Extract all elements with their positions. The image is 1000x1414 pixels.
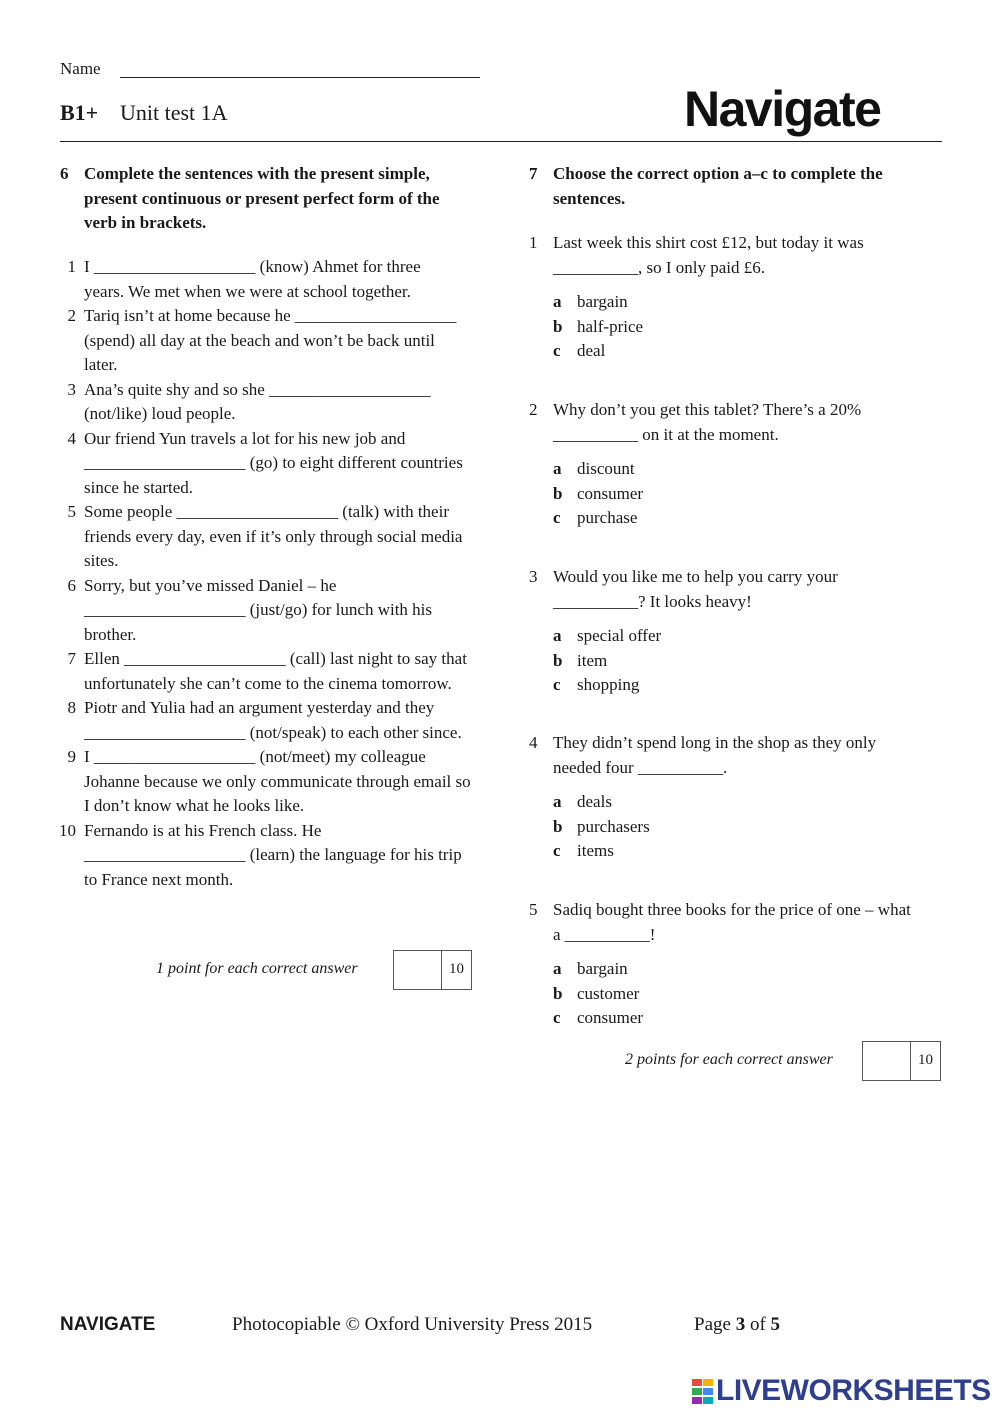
- question-stem: 2 Why don’t you get this tablet? There’s a 20% __________ on it at the moment.: [529, 400, 862, 444]
- name-blank[interactable]: [120, 77, 480, 78]
- option-c[interactable]: c deal: [553, 341, 606, 360]
- question-5: [529, 898, 919, 1031]
- list-item[interactable]: 6 Sorry, but you’ve missed Daniel – he ___________________ (just/go) for lunch with his brother.: [67, 575, 433, 644]
- option-a[interactable]: a bargain: [553, 292, 628, 311]
- liveworksheets-text: LIVEWORKSHEETS: [716, 1374, 991, 1407]
- header-divider: [60, 141, 942, 142]
- list-item[interactable]: 7 Ellen ___________________ (call) last night to say that unfortunately she can’t come to the cinema tomorrow.: [67, 649, 467, 693]
- list-item[interactable]: 3 Ana’s quite shy and so she ___________________ (not/like) loud people.: [67, 379, 431, 423]
- liveworksheets-logo-icon: [692, 1379, 714, 1405]
- option-b[interactable]: b consumer: [553, 483, 644, 503]
- list-item[interactable]: 1 I ___________________ (know) Ahmet for three years. We met when we were at school together.: [67, 257, 421, 301]
- brand-logo: Navigate: [684, 81, 881, 137]
- question-stem: 3 Would you like me to help you carry your __________? It looks heavy!: [529, 567, 838, 611]
- section-6-max-score: 10: [449, 961, 464, 977]
- section-7-score-box[interactable]: [862, 1041, 941, 1081]
- option-b[interactable]: b purchasers: [553, 816, 650, 836]
- option-c[interactable]: c consumer: [553, 1008, 644, 1027]
- level-label: B1+: [60, 100, 99, 125]
- question-stem: 4 They didn’t spend long in the shop as they only needed four __________.: [529, 733, 877, 777]
- option-a[interactable]: a deals: [553, 792, 612, 811]
- option-a[interactable]: a bargain: [553, 959, 628, 978]
- question-2: [529, 398, 919, 531]
- section-7-instruction: Choose the correct option a–c to complete the sentences.: [553, 164, 883, 208]
- list-item[interactable]: 8 Piotr and Yulia had an argument yesterday and they ___________________ (not/speak) to each other since.: [67, 698, 462, 742]
- section-6-number: 6: [60, 164, 69, 183]
- question-1: [529, 231, 919, 364]
- question-3: [529, 565, 919, 698]
- option-a[interactable]: a discount: [553, 459, 635, 478]
- question-4: [529, 731, 919, 864]
- list-item[interactable]: 9 I ___________________ (not/meet) my colleague Johanne because we only communicate through email so I don’t know what he looks like.: [67, 747, 471, 815]
- question-stem: 1 Last week this shirt cost £12, but today it was __________, so I only paid £6.: [529, 233, 864, 277]
- option-b[interactable]: b customer: [553, 983, 640, 1003]
- option-b[interactable]: b half-price: [553, 316, 644, 336]
- list-item[interactable]: 4 Our friend Yun travels a lot for his new job and ___________________ (go) to eight different countries since he started.: [67, 428, 463, 497]
- section-6-heading: [60, 162, 480, 236]
- section-6-instruction: Complete the sentences with the present simple, present continuous or present perfect form of the verb in brackets.: [84, 164, 440, 232]
- option-c[interactable]: c purchase: [553, 508, 638, 527]
- footer-copyright: Photocopiable © Oxford University Press 2015: [232, 1314, 593, 1335]
- page-number: Page 3 of 5: [694, 1314, 781, 1335]
- section-6-score-box[interactable]: [393, 950, 472, 990]
- option-c[interactable]: c items: [553, 841, 614, 860]
- section-7-scoring: 2 points for each correct answer: [625, 1051, 833, 1068]
- liveworksheets-watermark[interactable]: [692, 1374, 991, 1408]
- unit-title: Unit test 1A: [120, 100, 228, 125]
- section-6-scoring: 1 point for each correct answer: [156, 960, 358, 977]
- question-stem: 5 Sadiq bought three books for the price of one – what a __________!: [529, 900, 911, 944]
- list-item[interactable]: 10 Fernando is at his French class. He ___________________ (learn) the language for his trip to France next month.: [59, 820, 462, 889]
- list-item[interactable]: 2 Tariq isn’t at home because he ___________________ (spend) all day at the beach and won’t be back until later.: [67, 306, 457, 374]
- section-7-number: 7: [529, 164, 538, 183]
- option-b[interactable]: b item: [553, 650, 608, 670]
- option-a[interactable]: a special offer: [553, 626, 662, 645]
- name-label: Name: [60, 59, 101, 78]
- section-7-heading: [529, 162, 949, 214]
- list-item[interactable]: 5 Some people ___________________ (talk) with their friends every day, even if it’s only through social media sites.: [67, 502, 463, 570]
- option-c[interactable]: c shopping: [553, 675, 640, 694]
- footer-brand: NAVIGATE: [60, 1314, 156, 1335]
- section-7-max-score: 10: [918, 1052, 933, 1068]
- section-6-items: [60, 255, 472, 892]
